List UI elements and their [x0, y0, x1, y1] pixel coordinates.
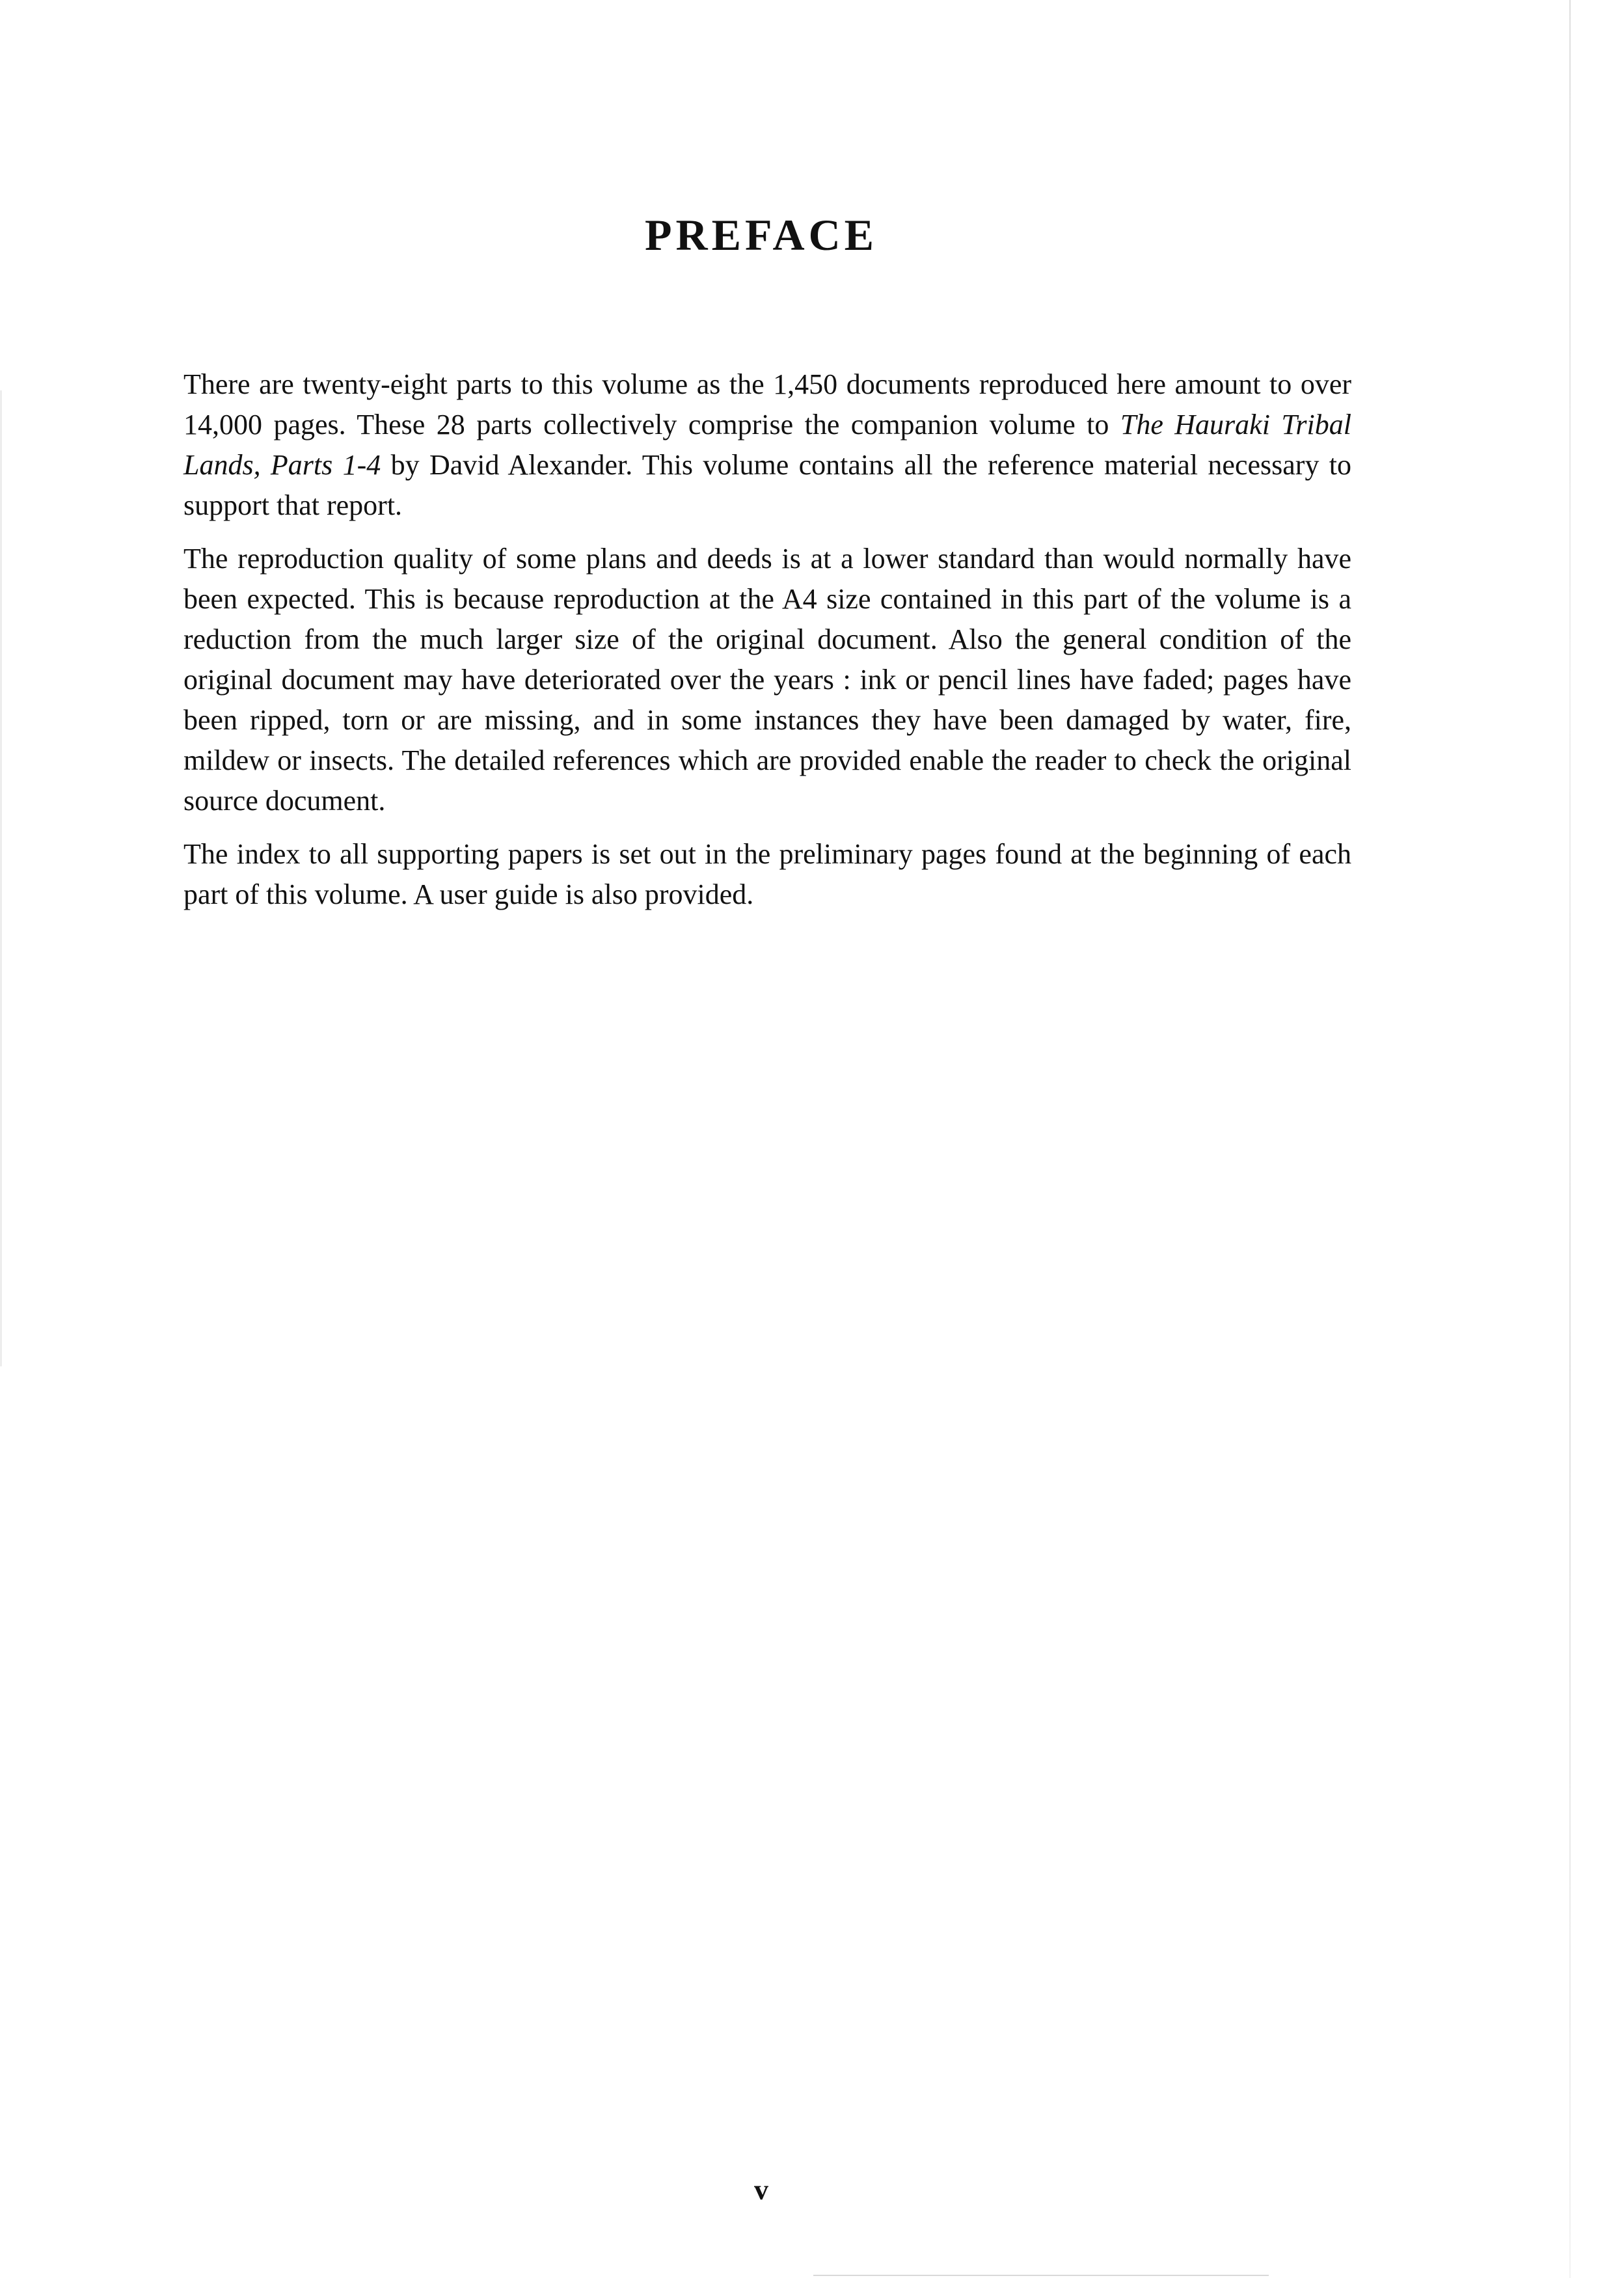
paragraph-1-text-before: There are twenty-eight parts to this volume as the 1,450 documents reproduced here amount to over 14,000 pages. These 28 parts collectively comprise the companion volume to: [183, 368, 1351, 441]
paragraph-3: The index to all supporting papers is set out in the preliminary pages found at the beginning of each part of this volume. A user guide is also provided.: [183, 838, 1351, 910]
paragraph-2: The reproduction quality of some plans and deeds is at a lower standard than would normally have been expected. This is because reproduction at the A4 size contained in this part of the volume is a reduction from the much larger size of the original document. Also the general condition of the original document may have deteriorated over the years : ink or pencil lines have faded; pages have been ripped, torn or are missing, and in some instances they have been damaged by water, fire, mildew or insects. The detailed references which are provided enable the reader to check the original source document.: [183, 543, 1351, 817]
scan-edge-left: [0, 390, 2, 1366]
book-title-italic: The Hauraki Tribal Lands, Parts 1-4: [183, 409, 1351, 481]
paragraph-1: [183, 364, 1351, 526]
preface-body: [183, 364, 1351, 928]
scan-edge-right: [1569, 0, 1571, 2278]
scan-edge-bottom: [813, 2275, 1269, 2276]
paragraph-1-text-after: by David Alexander. This volume contains all the reference material necessary to support that report.: [183, 449, 1352, 521]
page-title: PREFACE: [644, 210, 878, 260]
page-number: v: [754, 2174, 768, 2206]
